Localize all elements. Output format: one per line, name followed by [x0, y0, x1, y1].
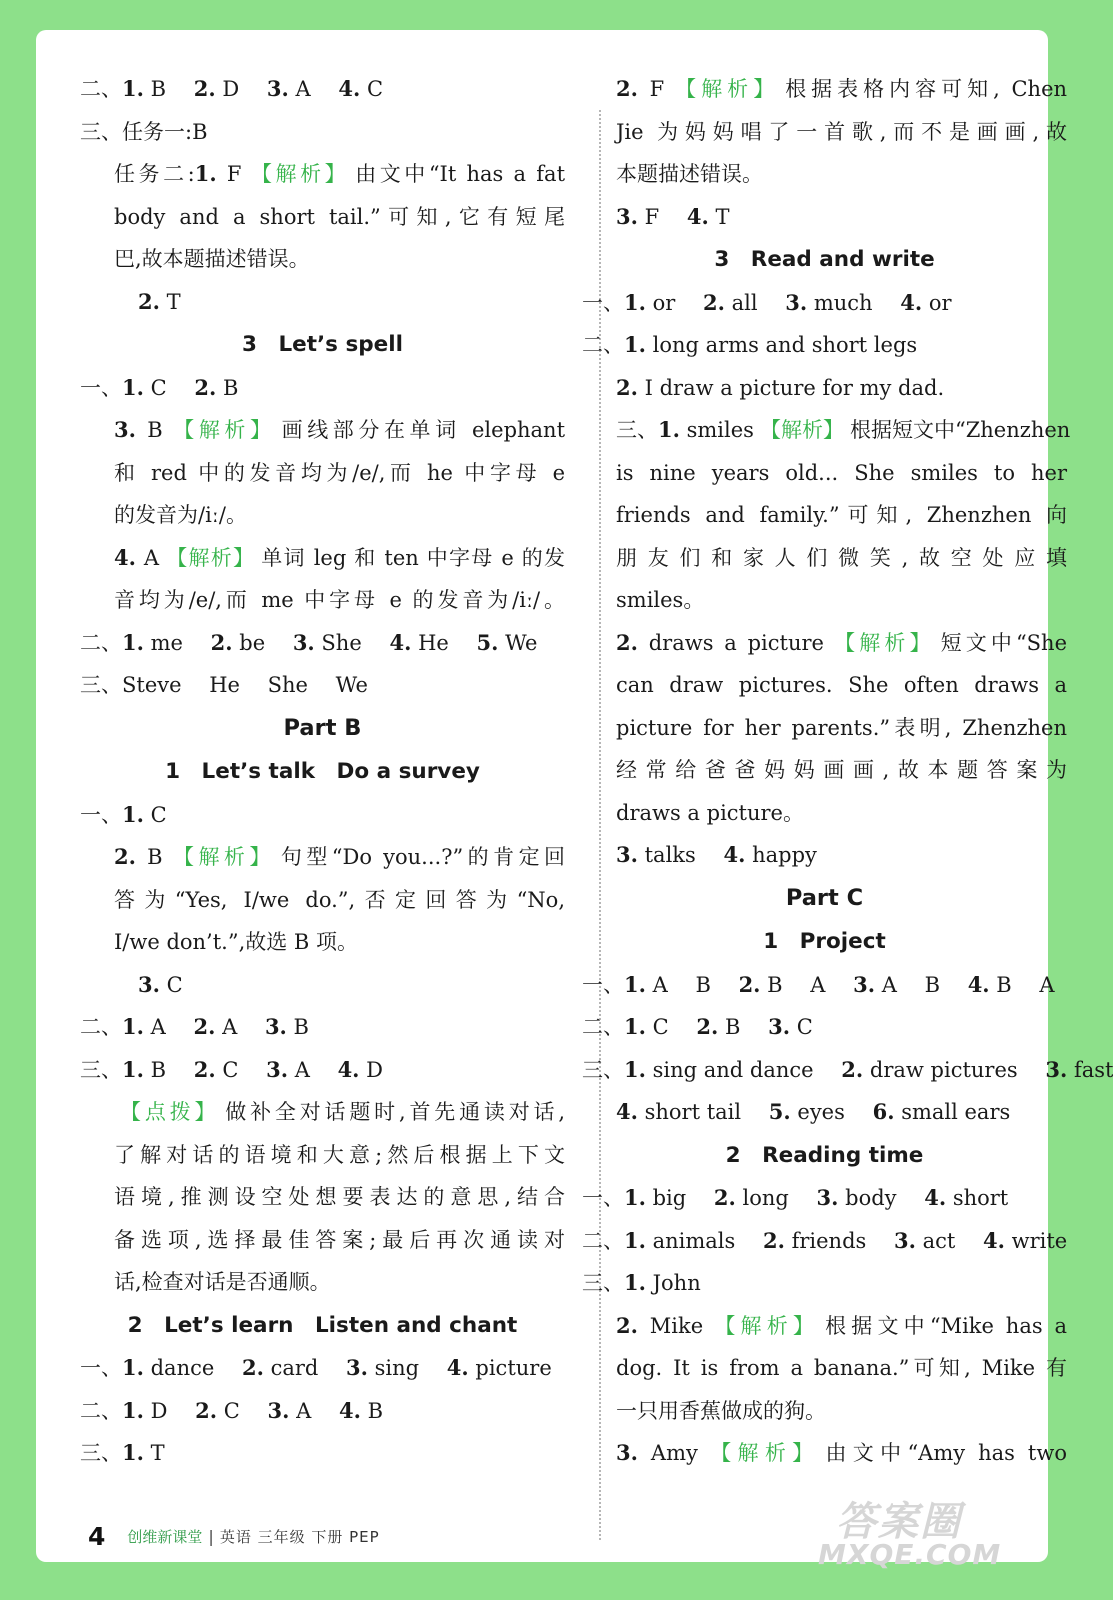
item-number: 2.: [193, 1014, 216, 1039]
line-text: picture: [468, 1356, 552, 1380]
answer-line: [80, 281, 565, 324]
item-number: 1.: [122, 1355, 144, 1380]
line-text: 三、Steve He She We: [80, 673, 368, 697]
line-text: be: [232, 630, 293, 655]
item-number: 2.: [138, 288, 160, 314]
line-text: A: [215, 1015, 265, 1039]
item-number: 3.: [114, 417, 136, 442]
line-text: B: [718, 1015, 769, 1039]
line-text: Amy: [637, 1441, 698, 1465]
watermark-text: 答案圈: [836, 1499, 962, 1545]
item-number: 3.: [893, 1227, 916, 1253]
answer-line: [582, 964, 1067, 1007]
line-text: 根据表格内容可知, Chen: [785, 77, 1068, 101]
line-text: 二、: [582, 1228, 624, 1253]
answer-line: [80, 238, 565, 281]
line-text: 了解对话的语境和大意;然后根据上下文: [114, 1142, 565, 1167]
answer-line: [582, 622, 1067, 665]
analysis-tag: 【 解析 】: [247, 162, 349, 186]
section-heading: [582, 1134, 1067, 1178]
line-text: 3 Read and write: [714, 247, 935, 272]
watermark-url: MXQE.COM: [818, 1538, 1002, 1571]
answer-line: [582, 111, 1067, 154]
answer-line: [582, 68, 1067, 111]
line-text: dance: [143, 1356, 242, 1380]
line-text: 二、: [80, 1398, 122, 1423]
line-text: 三、: [582, 1271, 624, 1295]
item-number: 1.: [122, 374, 144, 400]
right-column: [582, 68, 1113, 1475]
book-info: 英语 三年级 下册 PEP: [219, 1527, 380, 1546]
item-number: 3.: [138, 971, 160, 997]
answer-line: [80, 1390, 565, 1433]
line-text: B: [143, 1057, 194, 1082]
line-text: can draw pictures. She often draws a: [616, 673, 1067, 697]
line-text: 三、: [582, 1057, 624, 1082]
analysis-tag: 【 解析 】: [830, 631, 935, 655]
line-text: sing and dance: [645, 1057, 842, 1082]
line-text: 二、: [582, 1015, 624, 1039]
analysis-tag: 【 解析 】: [670, 77, 779, 101]
answer-line: [80, 1006, 565, 1049]
item-number: 1.: [122, 1056, 144, 1082]
answer-line: [80, 836, 565, 879]
answer-line: [80, 1091, 565, 1134]
analysis-tag: 【 解析 】: [704, 1441, 820, 1465]
item-number: 1.: [624, 1056, 646, 1082]
line-text: small ears: [894, 1100, 1011, 1124]
line-text: 2 Reading time: [725, 1142, 924, 1168]
item-number: 1.: [624, 971, 646, 997]
item-number: 4.: [389, 629, 412, 655]
line-text: 一、: [80, 802, 122, 827]
item-number: 3.: [616, 1440, 638, 1465]
item-number: 2.: [616, 1312, 638, 1338]
item-number: 3.: [1045, 1056, 1068, 1082]
answer-line: [582, 664, 1067, 707]
analysis-tag: 【 解析 】: [709, 1314, 819, 1338]
analysis-tag: 【 解析 】: [169, 418, 276, 442]
line-text: A: [288, 1057, 338, 1082]
line-text: T: [143, 1441, 165, 1465]
line-text: 一、: [80, 375, 122, 400]
answer-line: [582, 749, 1067, 792]
answer-line: [582, 1432, 1067, 1475]
line-text: Part C: [785, 884, 864, 911]
line-text: card: [263, 1356, 347, 1380]
answer-line: [80, 1176, 565, 1219]
line-text: A: [135, 545, 160, 570]
line-text: F: [637, 204, 687, 229]
left-column: [80, 68, 565, 1475]
answer-line: [80, 1134, 565, 1177]
answer-line: [582, 367, 1067, 410]
footer-separator: |: [208, 1526, 214, 1546]
item-number: 1.: [624, 332, 646, 357]
item-number: 1.: [122, 76, 144, 101]
item-number: 1.: [658, 417, 680, 442]
line-text: Part B: [283, 714, 362, 741]
item-number: 2.: [241, 1355, 264, 1380]
item-number: 1.: [122, 1397, 144, 1423]
item-number: 1.: [624, 1270, 646, 1295]
item-number: 4.: [924, 1185, 947, 1210]
line-text: 三、任务一:B: [80, 119, 208, 144]
item-number: 4.: [900, 289, 923, 315]
item-number: 3.: [264, 1014, 287, 1039]
section-heading: [80, 323, 565, 367]
line-text: or: [922, 290, 952, 315]
line-text: body: [838, 1186, 925, 1210]
answer-line: [80, 1261, 565, 1304]
line-text: fast: [1067, 1057, 1113, 1082]
line-text: D: [143, 1398, 196, 1423]
line-text: We: [498, 630, 538, 655]
line-text: B: [360, 1398, 383, 1423]
line-text: B: [135, 418, 163, 442]
line-text: 一、: [80, 1356, 122, 1380]
page-footer: [88, 1519, 380, 1553]
line-text: long arms and short legs: [645, 333, 918, 357]
item-number: 4.: [338, 1397, 361, 1423]
item-number: 1.: [122, 629, 144, 655]
line-text: B A: [760, 972, 854, 997]
answer-line: [80, 68, 565, 111]
line-text: T: [159, 289, 181, 314]
answer-line: [582, 579, 1067, 622]
line-text: 的发音为/iː/。: [114, 503, 247, 527]
line-text: 做补全对话题时,首先通读对话,: [225, 1100, 566, 1124]
line-text: F: [216, 162, 242, 186]
line-text: 1 Project: [763, 929, 886, 954]
line-text: B A: [989, 972, 1055, 997]
answer-line: [582, 1177, 1067, 1220]
line-text: A: [289, 1398, 339, 1423]
line-text: smiles: [679, 418, 754, 442]
line-text: Mike: [637, 1313, 704, 1338]
page-number: 4: [88, 1521, 106, 1551]
item-number: 3.: [267, 1397, 290, 1423]
section-heading: [582, 877, 1067, 921]
item-number: 4.: [983, 1227, 1005, 1253]
line-text: 根据短文中“Zhenzhen: [849, 418, 1071, 442]
brand-name: 创维新课堂: [127, 1527, 203, 1546]
answer-page: [36, 30, 1113, 1562]
section-heading: [80, 750, 565, 794]
answer-line: [80, 452, 565, 495]
line-text: 3 Let’s spell: [242, 332, 403, 357]
item-number: 2.: [193, 1056, 216, 1082]
answer-line: [582, 452, 1067, 495]
line-text: friends and family.”可知, Zhenzhen 向: [616, 503, 1067, 527]
line-text: 朋友们和家人们微笑,故空处应填: [616, 545, 1067, 570]
item-number: 2.: [696, 1014, 719, 1039]
line-text: 1 Let’s talk Do a survey: [165, 759, 480, 784]
line-text: F: [637, 77, 665, 101]
answer-line: [582, 1347, 1067, 1390]
line-text: 单词 leg 和 ten 中字母 e 的发: [261, 545, 565, 570]
line-text: A: [143, 1015, 194, 1039]
item-number: 2.: [195, 1397, 218, 1423]
line-text: 二、: [80, 77, 122, 101]
line-text: A: [288, 77, 339, 101]
item-number: 3.: [266, 76, 289, 101]
answer-line: [582, 1049, 1113, 1092]
item-number: 2.: [616, 629, 638, 655]
line-text: B: [135, 845, 163, 869]
line-text: 二、: [582, 333, 624, 357]
answer-line: [582, 409, 1071, 452]
item-number: 4.: [446, 1355, 469, 1380]
item-number: 3.: [616, 842, 638, 867]
line-text: 经常给爸爸妈妈画画,故本题答案为: [616, 758, 1067, 782]
line-text: 2 Let’s learn Listen and chant: [127, 1312, 518, 1338]
answer-line: [582, 1006, 1067, 1049]
answer-line: [80, 579, 565, 622]
line-text: C: [360, 77, 384, 101]
line-text: John: [645, 1271, 701, 1295]
line-text: 一、: [582, 290, 624, 315]
line-text: 二、: [80, 630, 122, 655]
item-number: 1.: [624, 1185, 646, 1210]
item-number: 2.: [210, 629, 233, 655]
line-text: I draw a picture for my dad.: [637, 375, 945, 400]
line-text: dog. It is from a banana.”可知, Mike 有: [616, 1356, 1067, 1380]
answer-line: [80, 367, 565, 410]
line-text: 和 red 中的发音均为/e/,而 he 中字母 e: [114, 460, 565, 485]
line-text: animals: [645, 1228, 763, 1253]
answer-line: [582, 707, 1067, 750]
item-number: 1.: [122, 801, 144, 827]
line-text: C: [645, 1015, 697, 1039]
line-text: 本题描述错误。: [616, 162, 763, 186]
answer-line: [80, 664, 565, 707]
answer-line: [80, 964, 565, 1007]
line-text: A B: [645, 972, 739, 997]
line-text: talks: [637, 843, 724, 867]
line-text: 短文中“She: [940, 630, 1068, 655]
item-number: 2.: [616, 76, 638, 101]
item-number: 4.: [967, 971, 990, 997]
item-number: 3.: [292, 629, 315, 655]
item-number: 6.: [872, 1099, 895, 1124]
line-text: C: [790, 1015, 813, 1039]
item-number: 2.: [841, 1056, 864, 1082]
item-number: 3.: [816, 1185, 839, 1210]
line-text: act: [915, 1228, 983, 1253]
line-text: B: [286, 1015, 309, 1039]
line-text: 三、: [80, 1441, 122, 1465]
section-heading: [80, 707, 565, 751]
line-text: draws a picture: [637, 630, 824, 655]
item-number: 1.: [624, 289, 646, 315]
line-text: short tail: [637, 1100, 769, 1124]
line-text: 由文中“Amy has two: [825, 1441, 1067, 1465]
answer-line: [80, 1219, 565, 1262]
line-text: body and a short tail.”可知,它有短尾: [114, 204, 565, 229]
analysis-tag: 【 解析 】: [760, 418, 844, 442]
answer-line: [80, 153, 565, 196]
analysis-tag: 【 解析 】: [165, 546, 255, 570]
item-number: 1.: [624, 1014, 646, 1039]
answer-line: [80, 1432, 565, 1475]
line-text: or: [645, 290, 703, 315]
line-text: happy: [745, 843, 817, 867]
line-text: C: [143, 375, 195, 400]
item-number: 5.: [476, 629, 499, 655]
item-number: 2.: [194, 374, 217, 400]
item-number: 2.: [762, 1227, 785, 1253]
analysis-tag: 【 解析 】: [169, 845, 275, 869]
item-number: 3.: [853, 971, 876, 997]
item-number: 4.: [338, 76, 361, 101]
item-number: 2.: [702, 289, 725, 315]
answer-line: [80, 879, 565, 922]
line-text: friends: [784, 1228, 894, 1253]
item-number: 2.: [616, 374, 638, 400]
item-number: 3.: [768, 1014, 791, 1039]
line-text: C: [217, 1398, 268, 1423]
answer-line: [582, 282, 1067, 325]
line-text: 巴,故本题描述错误。: [114, 247, 310, 271]
item-number: 4.: [337, 1056, 360, 1082]
answer-line: [80, 537, 565, 580]
answer-line: [582, 834, 1067, 877]
line-text: 备选项,选择最佳答案;最后再次通读对: [114, 1227, 565, 1252]
line-text: 话,检查对话是否通顺。: [114, 1270, 331, 1294]
line-text: 音均为/e/,而 me 中字母 e 的发音为/iː/。: [114, 588, 565, 612]
line-text: I/we don’t.”,故选 B 项。: [114, 930, 359, 954]
item-number: 3.: [266, 1056, 289, 1082]
line-text: 根据文中“Mike has a: [825, 1313, 1068, 1338]
line-text: much: [807, 290, 901, 315]
line-text: 一、: [582, 1186, 624, 1210]
item-number: 3.: [785, 289, 808, 315]
answer-line: [582, 196, 1067, 239]
line-text: C: [215, 1057, 267, 1082]
item-number: 1.: [122, 1014, 144, 1039]
answer-line: [582, 324, 1067, 367]
section-heading: [582, 238, 1067, 282]
item-number: 2.: [114, 844, 136, 869]
line-text: eyes: [790, 1100, 873, 1124]
line-text: B: [143, 77, 194, 101]
line-text: 三、: [616, 418, 658, 442]
item-number: 4.: [686, 203, 709, 229]
item-number: 1.: [624, 1227, 646, 1253]
answer-line: [80, 196, 565, 239]
watermark-logo: [818, 1490, 1038, 1580]
answer-line: [80, 1049, 565, 1092]
line-text: short: [946, 1186, 1009, 1210]
line-text: write: [1004, 1228, 1068, 1253]
answer-line: [582, 1091, 1067, 1134]
item-number: 3.: [346, 1355, 368, 1380]
line-text: Jie 为妈妈唱了一首歌,而不是画画,故: [616, 119, 1067, 144]
line-text: me: [143, 630, 211, 655]
line-text: 一、: [582, 972, 624, 997]
line-text: 句型“Do you...?”的肯定回: [280, 845, 566, 869]
answer-line: [582, 494, 1067, 537]
line-text: 三、: [80, 1057, 122, 1082]
line-text: She: [314, 630, 390, 655]
line-text: 答为“Yes, I/we do.”,否定回答为“No,: [114, 887, 565, 912]
item-number: 4.: [723, 842, 746, 867]
answer-line: [582, 792, 1067, 835]
line-text: T: [708, 204, 730, 229]
section-heading: [80, 1304, 565, 1348]
line-text: picture for her parents.”表明, Zhenzhen: [616, 715, 1067, 740]
line-text: big: [645, 1186, 714, 1210]
item-number: 5.: [768, 1099, 791, 1124]
analysis-tag: 【 点拨 】: [120, 1100, 219, 1124]
line-text: is nine years old... She smiles to her: [616, 460, 1067, 485]
line-text: D: [215, 77, 267, 101]
line-text: B: [216, 375, 239, 400]
line-text: draw pictures: [863, 1057, 1046, 1082]
line-text: He: [411, 630, 477, 655]
item-number: 4.: [114, 544, 136, 570]
item-number: 2.: [713, 1185, 736, 1210]
item-number: 1.: [194, 161, 217, 186]
answer-line: [582, 1390, 1067, 1433]
line-text: A B: [875, 972, 968, 997]
item-number: 3.: [616, 203, 638, 229]
line-text: 语境,推测设空处想要表达的意思,结合: [114, 1185, 565, 1209]
line-text: 画线部分在单词 elephant: [281, 418, 566, 442]
item-number: 1.: [122, 1440, 144, 1465]
answer-line: [582, 1220, 1067, 1263]
line-text: 任务二:: [114, 162, 195, 186]
answer-line: [80, 794, 565, 837]
answer-line: [80, 921, 565, 964]
answer-line: [582, 537, 1067, 580]
line-text: C: [159, 972, 183, 997]
line-text: sing: [367, 1356, 447, 1380]
line-text: draws a picture。: [616, 800, 804, 825]
answer-line: [80, 111, 565, 154]
answer-line: [80, 1347, 565, 1390]
answer-line: [80, 622, 565, 665]
item-number: 2.: [738, 971, 761, 997]
item-number: 4.: [616, 1099, 638, 1124]
line-text: 由文中“It has a fat: [355, 162, 566, 186]
line-text: C: [143, 802, 167, 827]
answer-line: [80, 409, 565, 452]
section-heading: [582, 920, 1067, 964]
line-text: all: [724, 290, 786, 315]
answer-line: [582, 153, 1067, 196]
answer-line: [582, 1262, 1067, 1305]
answer-line: [582, 1305, 1067, 1348]
line-text: 一只用香蕉做成的狗。: [616, 1398, 826, 1423]
answer-line: [80, 494, 565, 537]
line-text: D: [359, 1057, 384, 1082]
line-text: long: [735, 1186, 817, 1210]
line-text: 二、: [80, 1015, 122, 1039]
item-number: 2.: [193, 76, 216, 101]
line-text: smiles。: [616, 588, 705, 612]
